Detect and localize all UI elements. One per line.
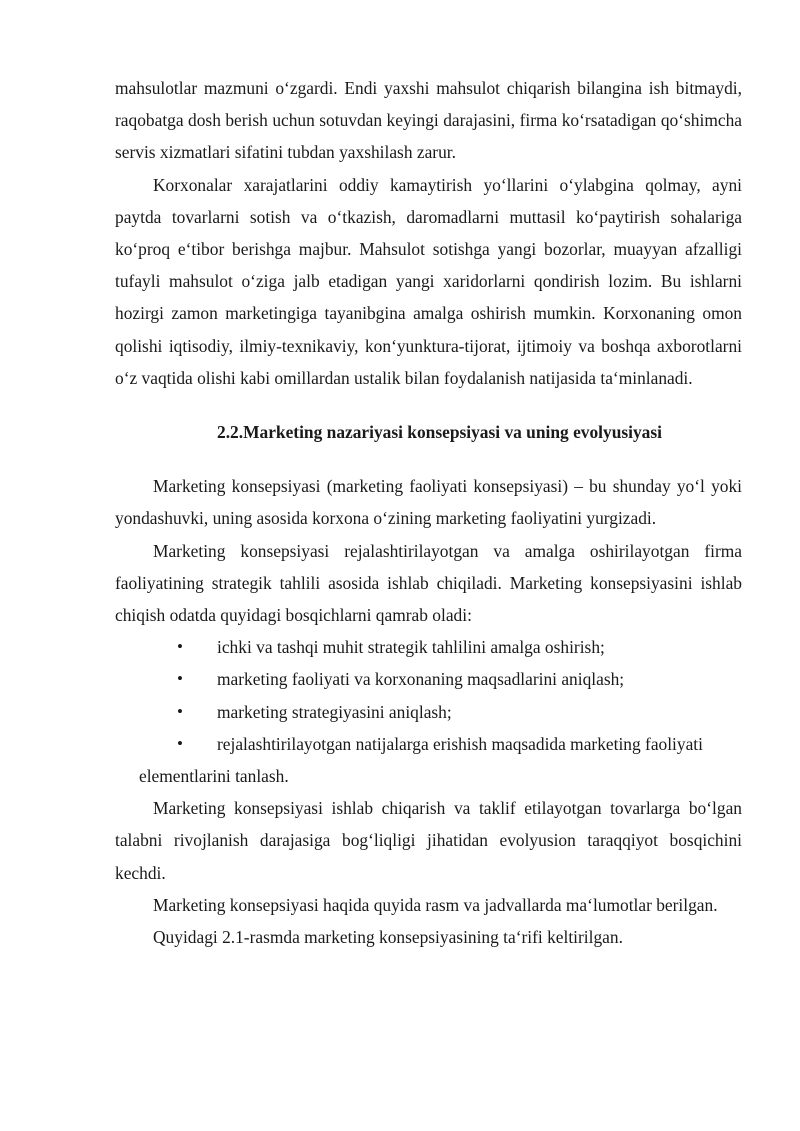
document-page [115, 72, 742, 953]
bullet-icon: • [177, 669, 183, 689]
list-item [115, 728, 742, 792]
bullet-icon: • [177, 733, 183, 753]
body-paragraph: Korxonalar xarajatlarini oddiy kamaytirish yo‘llarini o‘ylabgina qolmay, ayni paytda tovarlarni sotish va o‘tkazish, daromadlarni muttasil ko‘paytirish sohalariga ko‘proq e‘tibor berishga majbur. Mahsulot sotishga yangi bozorlar, muayyan afzalligi tufayli mahsulot o‘ziga jalb etadigan yangi xaridorlarni qondirish lozim. Bu ishlarni hozirgi zamon marketingiga tayanibgina amalga oshirish mumkin. Korxonaning omon qolishi iqtisodiy, ilmiy-texnikaviy, kon‘yunktura-tijorat, ijtimoiy va boshqa axborotlarni o‘z vaqtida olishi kabi omillardan ustalik bilan foydalanish natijasida ta‘minlanadi. [115, 174, 742, 388]
body-paragraph: Marketing konsepsiyasi (marketing faoliyati konsepsiyasi) – bu shunday yo‘l yoki yondashuvki, uning asosida korxona o‘zining marketing faoliyatini yurgizadi. [115, 476, 742, 529]
bullet-list [115, 631, 742, 792]
list-item-text: marketing faoliyati va korxonaning maqsadlarini aniqlash; [217, 669, 625, 690]
list-item [115, 696, 742, 728]
body-paragraph: Marketing konsepsiyasi rejalashtirilayotgan va amalga oshirilayotgan firma faoliyatining strategik tahlili asosida ishlab chiqiladi. Marketing konsepsiyasini ishlab chiqish odatda quyidagi bosqichlarni qamrab oladi: [115, 540, 742, 626]
bullet-icon: • [177, 701, 183, 721]
list-item-continuation: elementlarini tanlash. [139, 766, 289, 787]
list-item [115, 631, 742, 663]
list-item-text: marketing strategiyasini aniqlash; [217, 701, 452, 722]
list-item-text: rejalashtirilayotgan natijalarga erishish maqsadida marketing faoliyati [217, 733, 703, 754]
list-item [115, 663, 742, 695]
body-paragraph: Marketing konsepsiyasi ishlab chiqarish va taklif etilayotgan tovarlarga bo‘lgan talabni rivojlanish darajasiga bog‘liqligi jihatidan evolyusion taraqqiyot bosqichini kechdi. [115, 798, 742, 883]
section-heading: 2.2.Marketing nazariyasi konsepsiyasi va uning evolyusiyasi [217, 422, 662, 443]
body-paragraph: Quyidagi 2.1-rasmda marketing konsepsiyasining ta‘rifi keltirilgan. [153, 927, 623, 948]
list-item-text: ichki va tashqi muhit strategik tahlilini amalga oshirish; [217, 637, 605, 658]
bullet-icon: • [177, 637, 183, 657]
body-paragraph: Marketing konsepsiyasi haqida quyida rasm va jadvallarda ma‘lumotlar berilgan. [153, 894, 718, 915]
body-paragraph: mahsulotlar mazmuni o‘zgardi. Endi yaxshi mahsulot chiqarish bilangina ish bitmaydi, raqobatga dosh berish uchun sotuvdan keyingi darajasini, firma ko‘rsatadigan qo‘shimcha servis xizmatlari sifatini tubdan yaxshilash zarur. [115, 78, 742, 163]
